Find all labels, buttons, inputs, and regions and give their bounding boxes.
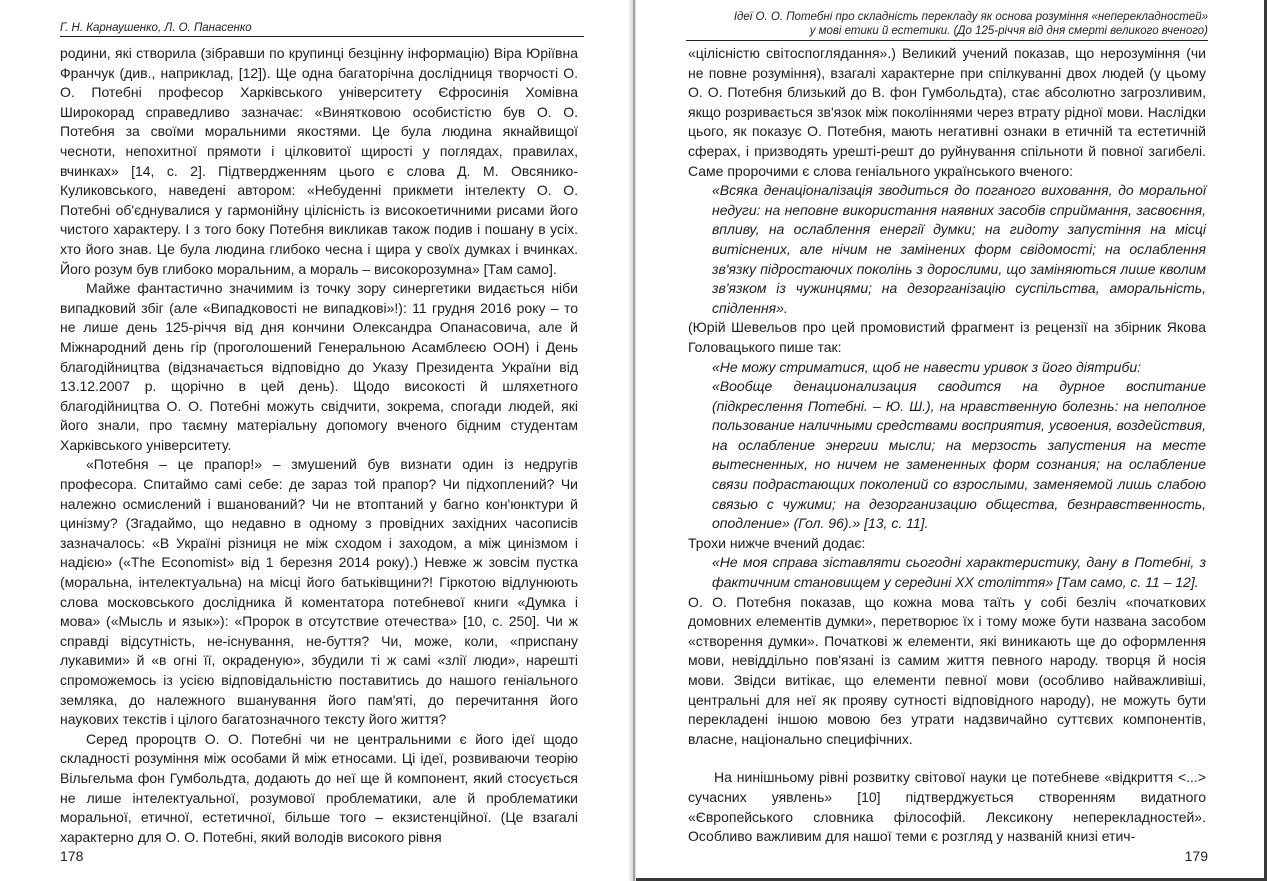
- left-paragraph-4: Серед пророцтв О. О. Потебні чи не центральними є його ідеї щодо складності розуміння між особами й між етносами. Ці ідеї, розвиваючи теорію Вільгельма фон Гумбольдта, додають до неї ще й компонент, який стосується не лише інтелектуальної, розумової проблематики, але й проблематики моральної, етичної, естетичної, більше того – екзистенційної. (Це взагалі характерно для О. О. Потебні, який володів високого рівня: [60, 730, 578, 845]
- right-quote-2: «Не можу стриматися, щоб не навести уривок з його діятриби:: [712, 358, 1142, 375]
- right-paragraph-4: О. О. Потебня показав, що кожна мова таїть у собі безліч «початкових домовних елементів думки», перетворює їх і тому може бути названа засобом «створення думки». Початкові ж елементи, які виникають ще до оформлення мови, невіддільно пов'язані із самим життя певного народу. творця й носія мови. Звідси витікає, що елементи певної мови (особливо найважливіші, центральні для неї як прояву сутності відповідного народу), не можуть бути перекладені іншою мовою без утрати надзвичайно суттєвих компонентів, власне, національно специфічних.: [688, 593, 1206, 747]
- left-paragraph-2: Майже фантастично значимим із точку зору синергетики видається ніби випадковий збіг (але «Випадковості не випадкові»!): 11 грудня 2016 року – то не лише день 125-річчя від дня кончини Олександра Опанасовича, але й Міжнародний день гір (проголошений Генеральною Асамблеєю ООН) і День благодійництва (відзначається відповідно до Указу Президента України від 13.12.2007 р. щорічно в цей день). Щодо високості й шляхетного благодійництва О. О. Потебні можуть свідчити, зокрема, спогади людей, які його знали, про таємну матеріальну допомогу вченого бідним студентам Харківського університету.: [60, 280, 578, 453]
- left-body-text: [60, 44, 578, 847]
- right-quote-1: «Всяка денаціоналізація зводиться до поганого виховання, до моральної недуги: на неповне використання наявних засобів сприймання, засвоєння, впливу, на ослаблення енергії думки; на гидоту запустіння на місці витіснених, але нічим не замінених форм свідомості; на ослаблення зв'язку підростаючих поколінь з дорослими, що заміняються лише кволим зв'язком із чужинцями; на дезорганізацію суспільства, аморальність, спідлення».: [712, 182, 1206, 316]
- left-page-number: 178: [60, 848, 84, 864]
- right-paragraph-2: (Юрій Шевельов про цей промовистий фрагмент із рецензії на збірник Якова Головацького пише так:: [688, 319, 1206, 355]
- left-running-head: Г. Н. Карнаушенко, Л. О. Панасенко: [60, 22, 584, 37]
- left-paragraph-3: «Потебня – це прапор!» – змушений був визнати один із недругів професора. Спитаймо самі себе: де зараз той прапор? Чи підхоплений? Чи належно осмислений і вшанований? Чи не втоптаний у багно кон'юнктури й цинізму? (Згадаймо, що недавно в одному з провідних західних часописів зазначалось: «В Україні різниця не між сходом і заходом, а між цинізмом і надією» («The Economist» від 1 березня 2014 року).) Невже ж зовсім пустка (моральна, інтелектуальна) на місці його батьківщини?! Гіркотою відлунюють слова московського дослідника й коментатора потебневої книги «Думка і мова» («Мысль и язык»): «Пророк в отсутствие отечества» [10, с. 250]. Чи ж справді відсутність, не-існування, не-буття? Чи, може, коли, «приспану лукавими» й «в огні її, окраденую», збудили ті ж самі «злії люди», нарешті спроможемось із усією відповідальністю поставитись до нашого геніального земляка, до належного вшанування його пам'яті, до перечитання його наукових текстів і цілого багатозначного тексту його життя?: [60, 456, 578, 728]
- right-page: [636, 0, 1267, 881]
- right-running-head: [686, 11, 1208, 41]
- right-body-text: [688, 44, 1206, 847]
- right-paragraph-5: На нинішньому рівні розвитку світової науки це потебневе «відкриття <...> сучасних уявлень» [10] підтверджується створенням видатного «Європейського словника філософій. Лексикону неперекладностей». Особливо важливим для нашої теми є розгляд у названій книзі етич-: [688, 769, 1206, 845]
- left-page: [0, 0, 632, 881]
- right-paragraph-3: Трохи нижче вчений додає:: [688, 534, 866, 551]
- right-page-number: 179: [1184, 848, 1208, 864]
- right-quote-4: «Не моя справа зіставляти сьогодні характеристику, дану в Потебні, з фактичним становищем у середині XX століття» [Там само, с. 11 – 12].: [712, 554, 1206, 591]
- right-paragraph-1: «цілісністю світоспоглядання».) Великий учений показав, що нерозуміння (чи не повне розуміння), взагалі характерне при спілкуванні двох людей (у цьому О. О. Потебня близький до В. фон Гумбольдта), стає абсолютно загрозливим, якщо розривається зв'язок між поколіннями через втрату рідної мови. Наслідки цього, як показує О. Потебня, мають негативні ознаки в етичній та естетичній сферах, і призводять урешті-решт до руйнування спільноти й повної загибелі. Саме пророчими є слова геніального українського вченого:: [688, 45, 1206, 179]
- left-paragraph-1: родини, які створила (зібравши по крупинці безцінну інформацію) Віра Юріївна Франчук (див., наприклад, [12]). Ще одна багаторічна дослідниця творчості О. О. Потебні професор Харківського університету Єфросинія Хомівна Широкорад справедливо зазначає: «Винятковою особистістю був О. О. Потебня за своїми моральними якостями. Це була людина якнайвищої чесноти, непохитної прямоти і цілковитої щирості у поглядах, правилах, вчинках» [14, с. 2]. Підтвердженням цього є слова Д. М. Овсянико-Куликовського, наведені автором: «Небуденні прикмети інтелекту О. О. Потебні об'єднувалися у гармонійну цілісність із високоетичними рисами його чистого характеру. І з того боку Потебня викликав також подив і пошану в усіх. хто його знав. Це була людина глибоко чесна і щира у своїх думках і вчинках. Його розум був глибоко моральним, а мораль – високорозумна» [Там само].: [60, 45, 578, 277]
- right-running-head-line-1: Ідеї О. О. Потебні про складність перекладу як основа розуміння «неперекладностей»: [733, 11, 1208, 23]
- right-quote-3: «Вообще денационализация сводится на дурное воспитание (підкреслення Потебні. – Ю. Ш.), на нравственную болезнь: на неполное пользование наличными средствами восприятия, усвоения, воздействия, на ослабление энергии мысли; на мерзость запустения на месте вытесненных, но ничем не замененных форм сознания; на ослабление связи подрастающих поколений со взрослыми, заменяемой лишь слабою связью с чужими; на дезорганизацию общества, безнравственность, оподление» (Гол. 96).» [13, с. 11].: [712, 378, 1206, 532]
- right-running-head-line-2: у мові етики й естетики. (До 125-річчя від дня смерті великого вченого): [809, 24, 1208, 37]
